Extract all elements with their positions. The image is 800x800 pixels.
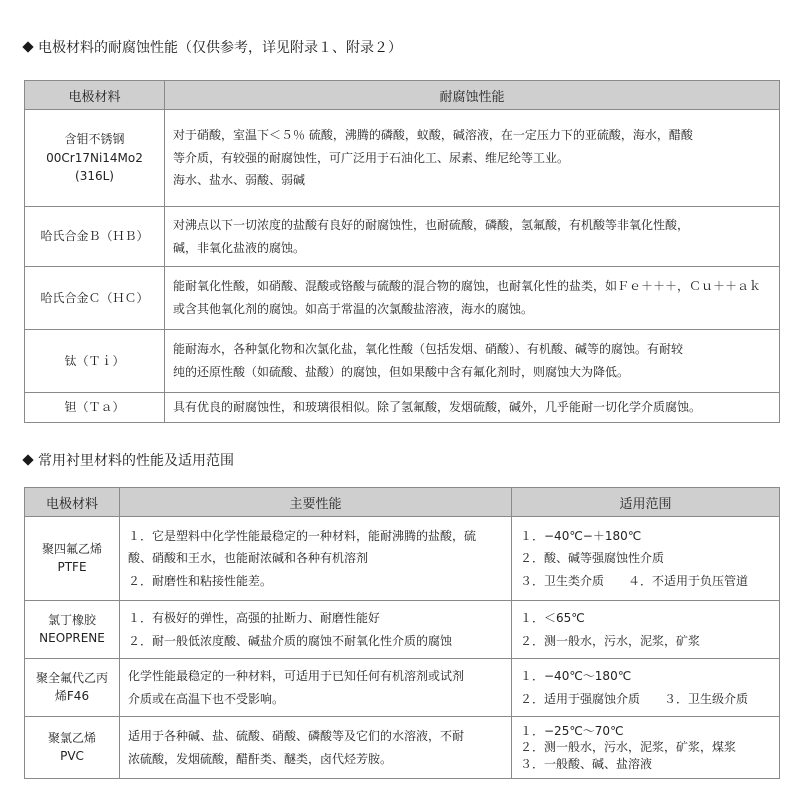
material-name-cell [25,267,165,330]
diamond-bullet-icon [22,454,33,465]
material-code: PTFE [57,559,87,574]
perf-line: 浓硫酸，发烟硫酸，醋酐类、醚类，卤代烃芳胺。 [128,751,393,766]
performance-cell [120,517,512,601]
material-name-cell [25,717,120,779]
header-corrosion-performance: 耐腐蚀性能 [165,81,780,110]
lining-table [24,487,780,779]
material-name: 聚四氟乙烯 [41,542,102,557]
performance-cell [120,601,512,659]
desc-line: 海水、盐水、弱酸、弱碱 [173,173,306,188]
header-electrode-material: 电极材料 [25,81,165,110]
desc-line: 对于硝酸，室温下＜５％ 硫酸，沸腾的磷酸，蚁酸，碱溶液，在一定压力下的亚硫酸，海水，醋酸 [173,127,693,142]
material-code: NEOPRENE [39,630,105,645]
material-name-cell [25,659,120,717]
table-row [25,659,780,717]
range-line: ２．测一般水，污水，泥浆，矿浆，煤浆 [520,740,737,755]
range-cell [512,517,780,601]
material-name: 聚全氟代乙丙 [35,671,108,686]
material-name-cell [25,517,120,601]
performance-cell [120,717,512,779]
material-name-cell [25,110,165,207]
material-code: PVC [60,748,84,763]
section-title-lining [24,450,234,470]
table-header-row [25,81,780,110]
material-name: 聚氯乙烯 [47,731,96,746]
table-row [25,601,780,659]
range-line: １．−25℃～70℃ [520,724,624,739]
desc-line: 能耐氧化性酸，如硝酸、混酸或铬酸与硫酸的混合物的腐蚀，也耐氧化性的盐类，如Ｆｅ＋＋＋，Ｃｕ＋＋ａｋ [173,279,762,294]
corrosion-desc-cell [165,207,780,267]
header-main-performance: 主要性能 [120,488,512,517]
table-row [25,267,780,330]
perf-line: １．它是塑料中化学性能最稳定的一种材料，能耐沸腾的盐酸，硫 [128,529,477,544]
diamond-bullet-icon [22,41,33,52]
corrosion-table [24,80,780,423]
material-code: 烯F46 [54,688,90,703]
material-name: 钛（Ｔｉ） [64,353,125,368]
material-name: 含钼不锈钢 [64,132,125,147]
material-name-cell [25,330,165,393]
range-line: １．−40℃−＋180℃ [520,529,642,544]
range-cell [512,601,780,659]
corrosion-desc-cell [165,267,780,330]
perf-line: ２．耐磨性和粘接性能差。 [128,573,273,588]
section-title-text: 电极材料的耐腐蚀性能（仅供参考，详见附录１、附录２） [38,40,402,56]
section-title-text: 常用衬里材料的性能及适用范围 [38,453,234,469]
material-grade: 00Cr17Ni14Mo2 [46,150,143,165]
table-row [25,717,780,779]
desc-line: 或含其他氧化剂的腐蚀。如高于常温的次氯酸盐溶液，海水的腐蚀。 [173,302,534,316]
perf-line: 酸、硝酸和王水，也能耐浓碱和各种有机溶剂 [128,551,369,566]
range-cell [512,717,780,779]
range-cell [512,659,780,717]
range-line: ２．适用于强腐蚀介质 ３．卫生级介质 [520,691,749,706]
perf-line: 介质或在高温下也不受影响。 [128,691,285,706]
material-name: 哈氏合金Ｂ（ＨＢ） [40,229,149,244]
desc-line: 对沸点以下一切浓度的盐酸有良好的耐腐蚀性，也耐硫酸，磷酸，氢氟酸，有机酸等非氧化性酸， [173,217,690,232]
table-row [25,517,780,601]
range-line: ３．一般酸、碱、盐溶液 [520,756,653,771]
range-line: ２．酸、碱等强腐蚀性介质 [520,551,665,566]
perf-line: 化学性能最稳定的一种材料，可适用于已知任何有机溶剂或试剂 [128,669,465,684]
corrosion-desc-cell [165,393,780,423]
material-name-cell [25,207,165,267]
table-header-row [25,488,780,517]
material-name: 钽（Ｔａ） [64,400,125,415]
range-line: ２．测一般水，污水，泥浆，矿浆 [520,633,701,648]
corrosion-desc-cell [165,330,780,393]
material-name-cell [25,601,120,659]
material-name: 哈氏合金Ｃ（ＨＣ） [40,290,149,305]
table-row [25,330,780,393]
range-line: １．＜65℃ [520,611,585,626]
performance-cell [120,659,512,717]
range-line: ３．卫生类介质 ４．不适用于负压管道 [520,573,749,588]
desc-line: 具有优良的耐腐蚀性，和玻璃很相似。除了氢氟酸，发烟硫酸，碱外，几乎能耐一切化学介质腐蚀。 [173,400,702,415]
desc-line: 等介质，有较强的耐腐蚀性，可广泛用于石油化工、尿素、维尼纶等工业。 [173,150,570,165]
material-code: (316L) [75,169,114,184]
section-title-corrosion [24,37,402,57]
material-name-cell [25,393,165,423]
perf-line: 适用于各种碱、盐、硫酸、硝酸、磷酸等及它们的水溶液，不耐 [128,729,465,744]
table-row [25,110,780,207]
desc-line: 能耐海水，各种氯化物和次氯化盐，氧化性酸（包括发烟、硝酸）、有机酸、碱等的腐蚀。有耐较 [173,342,684,357]
material-name: 氯丁橡胶 [47,613,96,628]
desc-line: 纯的还原性酸（如硫酸、盐酸）的腐蚀，但如果酸中含有氟化剂时，则腐蚀大为降低。 [173,365,630,379]
header-application-range: 适用范围 [512,488,780,517]
table-row [25,207,780,267]
perf-line: ２．耐一般低浓度酸、碱盐介质的腐蚀不耐氧化性介质的腐蚀 [128,633,453,648]
header-electrode-material: 电极材料 [25,488,120,517]
corrosion-desc-cell [165,110,780,207]
perf-line: １．有极好的弹性，高强的扯断力、耐磨性能好 [128,611,381,626]
table-row [25,393,780,423]
range-line: １．−40℃～180℃ [520,669,632,684]
desc-line: 碱，非氧化盐液的腐蚀。 [173,240,306,255]
